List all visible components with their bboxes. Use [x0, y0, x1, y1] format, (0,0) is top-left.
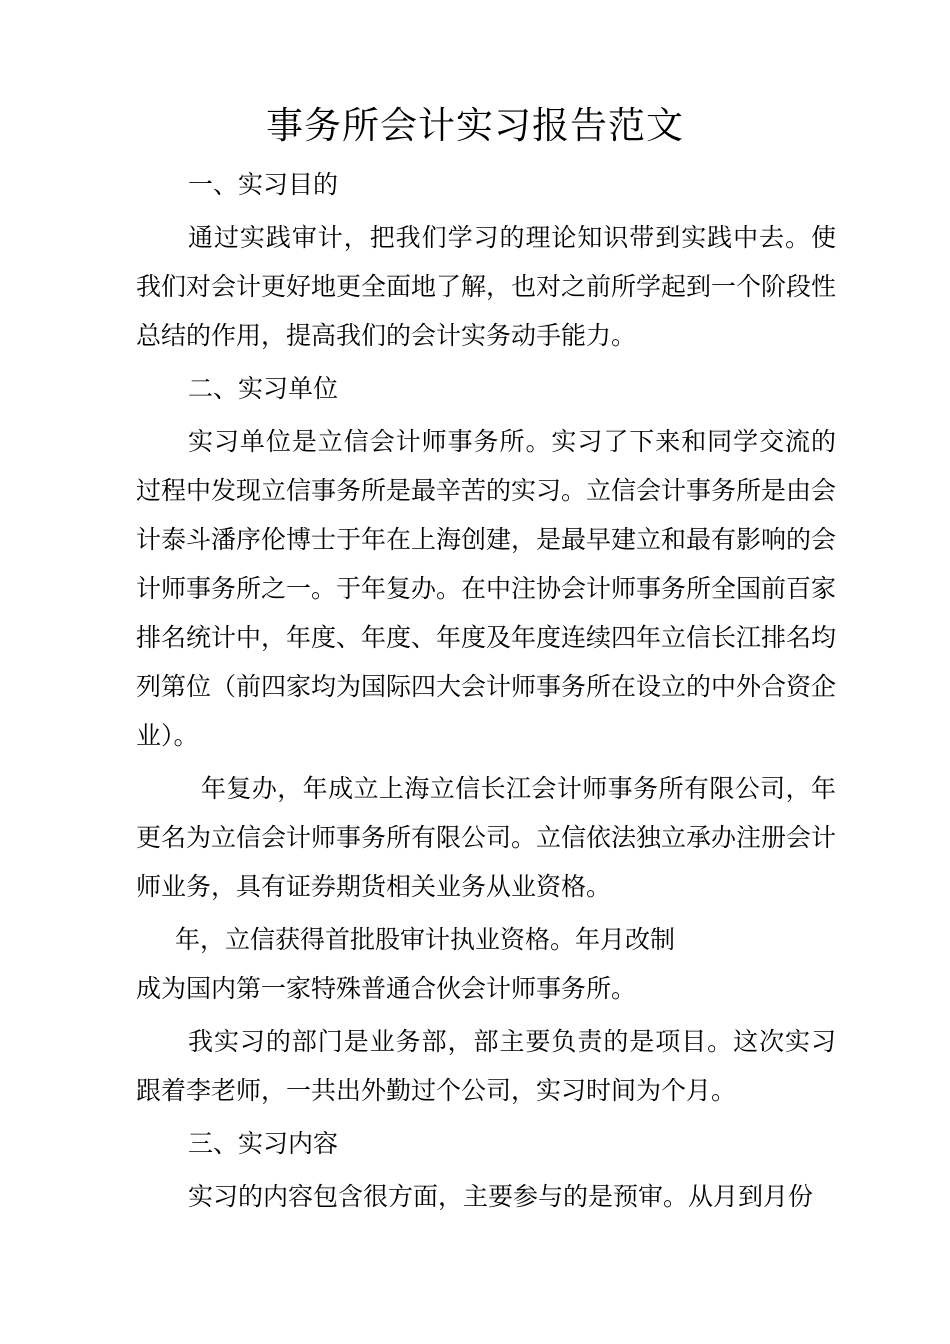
paragraph-department: 我实习的部门是业务部，部主要负责的是项目。这次实习跟着李老师，一共出外勤过个公司，实习时间为个月。: [136, 1027, 836, 1105]
paragraph-unit-intro: 实习单位是立信会计师事务所。实习了下来和同学交流的过程中发现立信事务所是最辛苦的实习。立信会计事务所是由会计泰斗潘序伦博士于年在上海创建，是最早建立和最有影响的会计师事务所之一。于年复办。在中注协会计师事务所全国前百家排名统计中，年度、年度、年度及年度连续四年立信长江排名均列第位（前四家均为国际四大会计师事务所在设立的中外合资企业）。: [136, 427, 837, 750]
section-heading-content: 三、实习内容: [188, 1129, 339, 1158]
document-title: 事务所会计实习报告范文: [266, 104, 684, 147]
paragraph-unit-qualification-line1: 年，立信获得首批股审计执业资格。年月改制: [175, 925, 676, 954]
paragraph-unit-qualification-line2: 成为国内第一家特殊普通合伙会计师事务所。: [136, 974, 637, 1003]
paragraph-unit-qualification: [136, 915, 836, 1013]
paragraph-unit-history: 年复办，年成立上海立信长江会计师事务所有限公司，年更名为立信会计师事务所有限公司。立信依法独立承办注册会计师业务，具有证券期货相关业务从业资格。: [136, 774, 837, 901]
section-heading-unit: 二、实习单位: [188, 374, 339, 403]
document-body: [136, 160, 836, 1221]
paragraph-content: 实习的内容包含很方面，主要参与的是预审。从月到月份: [188, 1182, 814, 1211]
section-heading-purpose: 一、实习目的: [188, 170, 339, 199]
paragraph-purpose: 通过实践审计，把我们学习的理论知识带到实践中去。使我们对会计更好地更全面地了解，也对之前所学起到一个阶段性总结的作用，提高我们的会计实务动手能力。: [136, 223, 837, 350]
